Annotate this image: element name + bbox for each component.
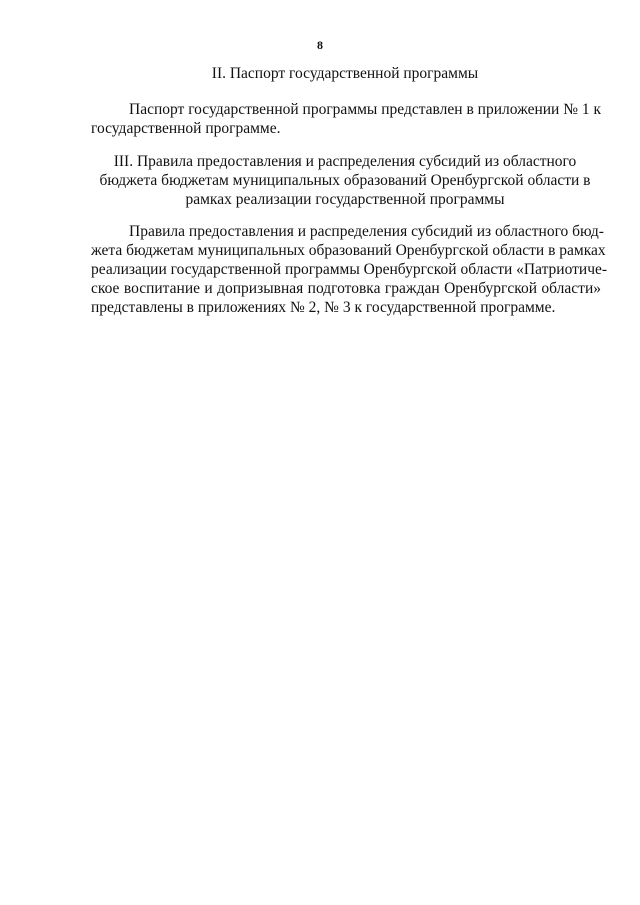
paragraph-line: реализации государственной программы Оренбургской области «Патриотиче- [91, 261, 608, 278]
paragraph-line: Паспорт государственной программы представлен в приложении № 1 к [129, 101, 602, 118]
section-3-heading-line: бюджета бюджетам муниципальных образований Оренбургской области в [99, 172, 591, 189]
paragraph-line: жета бюджетам муниципальных образований Оренбургской области в рамках [91, 242, 606, 259]
section-3-heading [90, 152, 600, 209]
section-2-heading [90, 64, 600, 83]
section-3-paragraph [91, 222, 608, 317]
section-2-heading-text: II. Паспорт государственной программы [211, 65, 479, 82]
paragraph-line: Правила предоставления и распределения субсидий из областного бюд- [129, 223, 604, 240]
section-2-paragraph [91, 100, 601, 138]
paragraph-line: представлены в приложениях № 2, № 3 к государственной программе. [91, 299, 556, 316]
section-3-heading-line: рамках реализации государственной программы [185, 191, 505, 208]
page-number: 8 [317, 38, 323, 52]
section-3-heading-line: III. Правила предоставления и распределения субсидий из областного [113, 153, 577, 170]
paragraph-line: государственной программе. [91, 120, 281, 137]
paragraph-line: ское воспитание и допризывная подготовка граждан Оренбургской области» [91, 280, 601, 297]
